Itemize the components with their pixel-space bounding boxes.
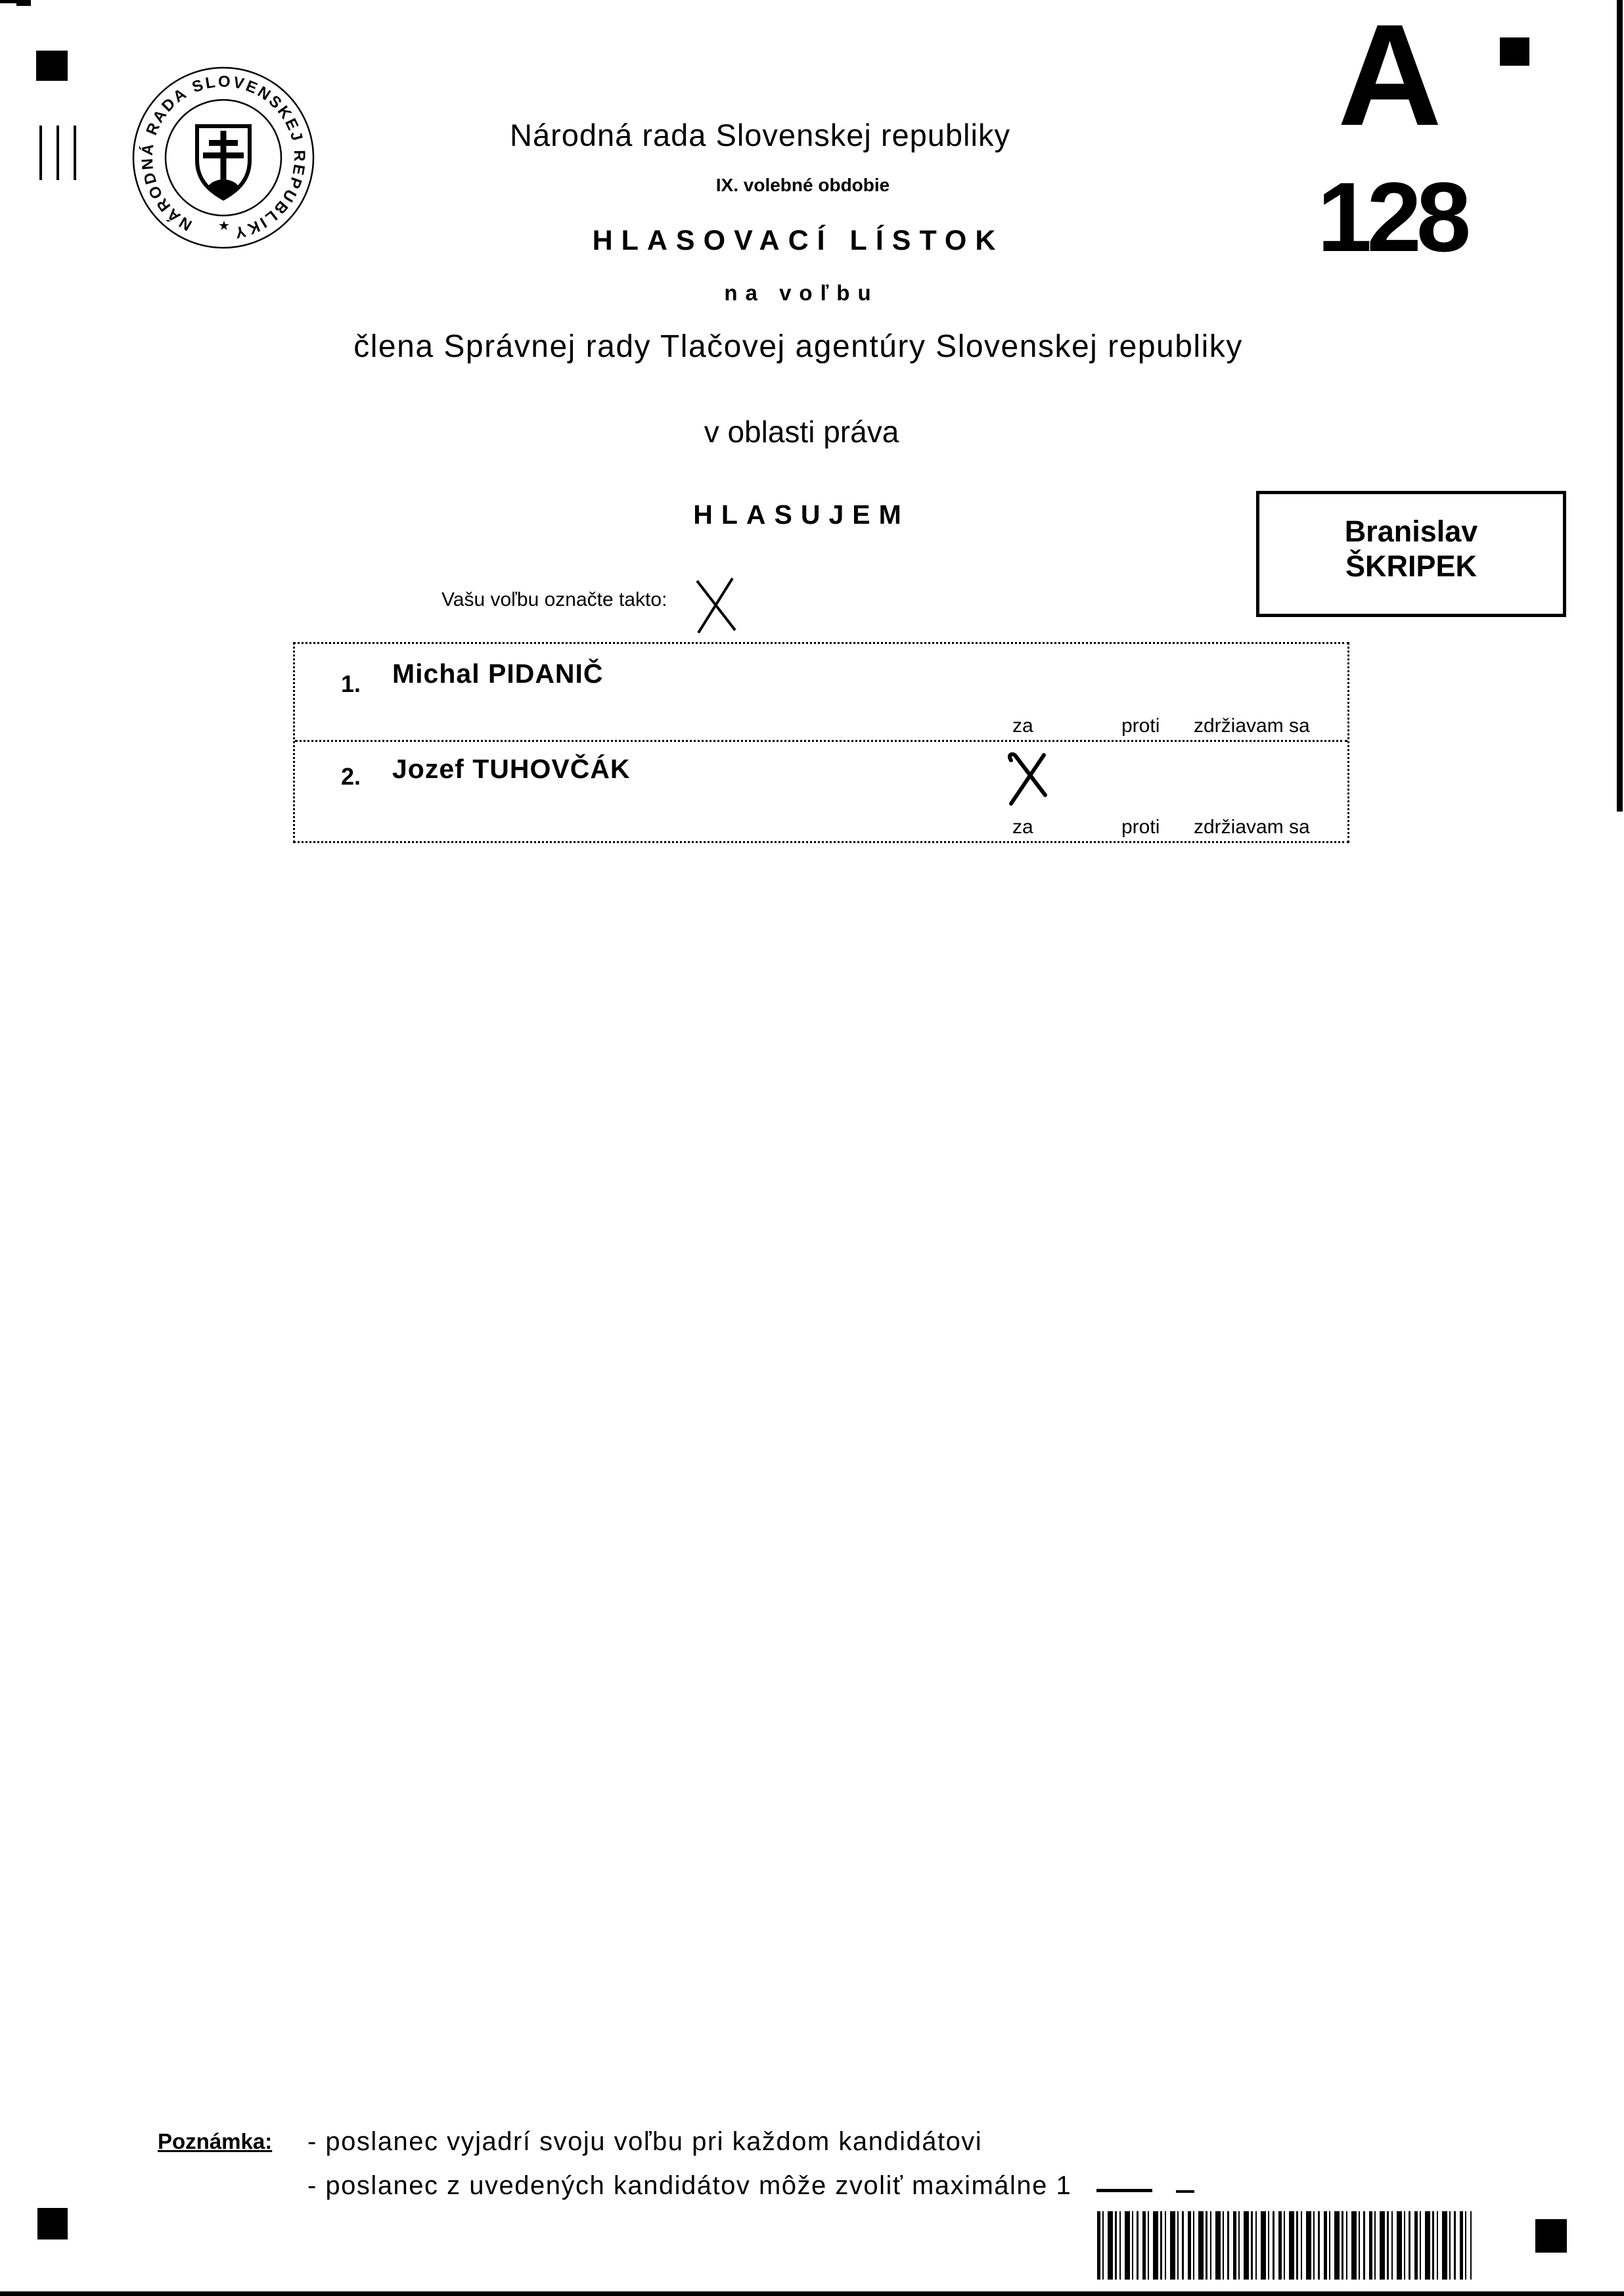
seal-circular-text: NÁRODNÁ RADA SLOVENSKEJ REPUBLIKY	[138, 72, 309, 242]
registration-square-top-left	[36, 51, 68, 81]
option-zdrziavam-sa[interactable]: zdržiavam sa	[1194, 816, 1310, 838]
barcode	[1097, 2211, 1472, 2280]
option-za[interactable]: za	[1012, 715, 1033, 737]
voter-name-box	[1256, 491, 1566, 617]
vote-x-mark	[1004, 752, 1054, 808]
seal-star: ★	[218, 219, 230, 233]
candidate-row-1	[295, 644, 1347, 742]
org-name: Národná rada Slovenskej republiky	[510, 118, 1010, 152]
option-zdrziavam-sa[interactable]: zdržiavam sa	[1194, 715, 1310, 737]
candidate-name: Michal PIDANIČ	[392, 658, 604, 689]
registration-square-bottom-right	[1535, 2219, 1567, 2253]
candidate-number: 2.	[341, 763, 361, 790]
registration-square-bottom-left	[37, 2208, 68, 2239]
voter-first-name: Branislav	[1344, 515, 1478, 548]
ballot-number: 128	[1317, 162, 1466, 272]
ballot-title: HLASOVACÍ LÍSTOK	[592, 225, 1004, 256]
scan-edge-bottom	[0, 2291, 1624, 2296]
option-proti[interactable]: proti	[1121, 715, 1160, 737]
scan-speck-2	[1176, 2190, 1194, 2193]
option-za[interactable]: za	[1012, 816, 1033, 838]
candidate-table	[293, 642, 1349, 843]
note-lines	[307, 2120, 1071, 2208]
sample-x-mark	[691, 574, 742, 635]
election-position: člena Správnej rady Tlačovej agentúry Slovenskej republiky	[353, 329, 1243, 364]
electoral-term: IX. volebné obdobie	[715, 175, 890, 195]
mark-instruction: Vašu voľbu označte takto:	[441, 589, 667, 610]
scan-artifact-top-left-2	[16, 0, 31, 6]
candidate-row-2	[295, 742, 1347, 841]
parliament-seal	[129, 63, 318, 252]
vote-heading: HLASUJEM	[693, 499, 910, 530]
note-line-2: - poslanec z uvedených kandidátov môže zvoliť maximálne 1	[307, 2171, 1072, 2200]
candidate-name: Jozef TUHOVČÁK	[392, 754, 631, 784]
ballot-subtitle: na voľbu	[724, 281, 879, 305]
voter-last-name: ŠKRIPEK	[1345, 549, 1477, 583]
ballot-series-letter: A	[1338, 0, 1442, 156]
registration-square-top-right	[1500, 37, 1529, 66]
note-label: Poznámka:	[158, 2129, 273, 2153]
election-field: v oblasti práva	[704, 415, 899, 449]
candidate-number: 1.	[341, 670, 361, 697]
scan-speck-1	[1096, 2189, 1152, 2192]
scan-edge-right	[1617, 0, 1623, 812]
note-line-1: - poslanec vyjadrí svoju voľbu pri každom kandidátovi	[307, 2127, 983, 2156]
option-proti[interactable]: proti	[1121, 816, 1160, 838]
